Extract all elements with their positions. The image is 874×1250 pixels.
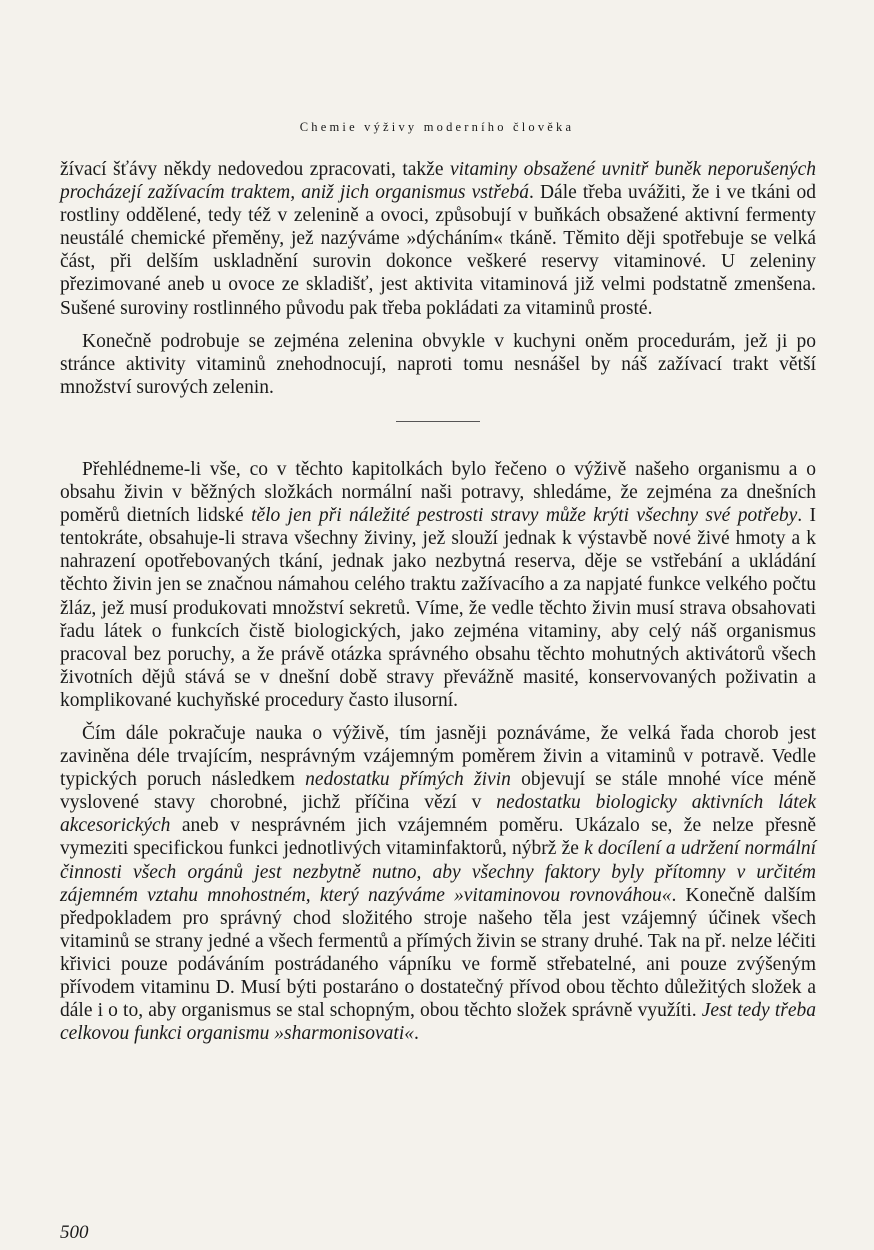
emphasized-text: nedostatku biologicky aktivních látek akcesorických (60, 792, 817, 837)
text-run: Přehlédneme-li vše, co v těchto kapitolkách bylo řečeno o výživě našeho organismu a o obsahu živin v běžných složkách normální naši potravy, shledáme, že zejména za dnešních poměrů dietních lidské (60, 458, 816, 527)
text-run: . I tentokráte, obsahuje-li strava všechny živiny, jež slouží jednak k výstavbě nové živé hmoty a k nahrazení opotřebovaných tkání, jednak jako nezbytná reserva, děje se vstřebání a ukládání těchto živin jen se značnou námahou celého traktu zažívacího a za napjaté funkce velkého počtu žláz, jež musí produkovati množství sekretů. Víme, že vedle těchto živin musí strava obsahovati řadu látek o funkcích čistě biologických, jako zejména vitaminy, aby celý náš organismus pracoval bez poruchy, a že právě otázka správného obsahu těchto mohutných aktivátorů všech životních dějů stává se v dnešní době stravy převážně masité, konservovaných poživatin a komplikované kuchyňské procedury často ilusorní. (60, 505, 816, 711)
paragraph-continuation (60, 158, 816, 320)
emphasized-text: nedostatku přímých živin (305, 769, 511, 791)
text-run: . (414, 1023, 419, 1045)
page-body (60, 158, 816, 1045)
paragraph (60, 458, 816, 712)
section-divider (396, 421, 480, 422)
paragraph (60, 330, 816, 399)
emphasized-text: Jest tedy třeba celkovou funkci organismu »sharmonisovati« (60, 1000, 816, 1045)
text-run: Konečně podrobuje se zejména zelenina obvykle v kuchyni oněm procedurám, jež ji po stránce aktivity vitaminů znehodnocují, naproti tomu nesnášel by náš zažívací trakt větší množství surových zelenin. (60, 330, 816, 398)
text-run: žívací šťávy někdy nedovedou zpracovati, takže (60, 159, 450, 180)
text-run: . Konečně dalším předpokladem pro správný chod složitého stroje našeho těla jest vzájemný účinek všech vitaminů se strany jedné a všech fermentů a přímých živin se strany druhé. Tak na př. nelze léčiti křivici pouze podáváním postrádaného vápníku ve formě střebatelné, ani pouze zvýšeným přívodem vitaminu D. Musí býti postaráno o dostatečný přívod obou těchto důležitých složek a dále i o to, aby organismus se stal schopným, obou těchto složek správně využíti. (60, 884, 816, 1022)
text-run: aneb v nesprávném jich vzájemném poměru. Ukázalo se, že nelze přesně vymeziti specifickou funkci jednotlivých vitaminfaktorů, nýbrž že (60, 815, 816, 860)
emphasized-text: vitaminy obsažené uvnitř buněk neporušených procházejí zažívacím traktem, aniž jich organismus vstřebá (60, 159, 816, 204)
emphasized-text: k docílení a udržení normální činnosti všech orgánů jest nezbytně nutno, aby všechny faktory byly přítomny v určitém zájemném vztahu mnohostném, který nazýváme »vitaminovou rovnováhou« (60, 838, 816, 906)
running-head: Chemie výživy moderního člověka (299, 120, 575, 134)
page-number: 500 (60, 1222, 89, 1243)
emphasized-text: tělo jen při náležité pestrosti stravy může krýti všechny své potřeby (251, 505, 798, 527)
paragraph (60, 722, 816, 1045)
text-run: . Dále třeba uvážiti, že i ve tkáni od rostliny oddělené, tedy též v zelenině a ovoci, způsobují v buňkách obsažené aktivní fermenty neustálé chemické přeměny, jež nazýváme »dýcháním« tkáně. Těmito ději spotřebuje se velká část, při delším uskladnění surovin dokonce veškeré reservy vitaminové. U zeleniny přezimované aneb u ovoce ze skladišť, jest aktivita vitaminová již velmi podstatně zmenšena. Sušené suroviny rostlinného původu pak třeba pokládati za vitaminů prosté. (60, 182, 817, 319)
text-run: objevují se stále mnohé více méně vyslovené stavy chorobné, jichž příčina vězí v (60, 769, 816, 814)
text-run: Čím dále pokračuje nauka o výživě, tím jasněji poznáváme, že velká řada chorob jest zaviněna déle trvajícím, nesprávným vzájemným poměrem živin a vitaminů v potravě. Vedle typických poruch následkem (60, 722, 816, 791)
